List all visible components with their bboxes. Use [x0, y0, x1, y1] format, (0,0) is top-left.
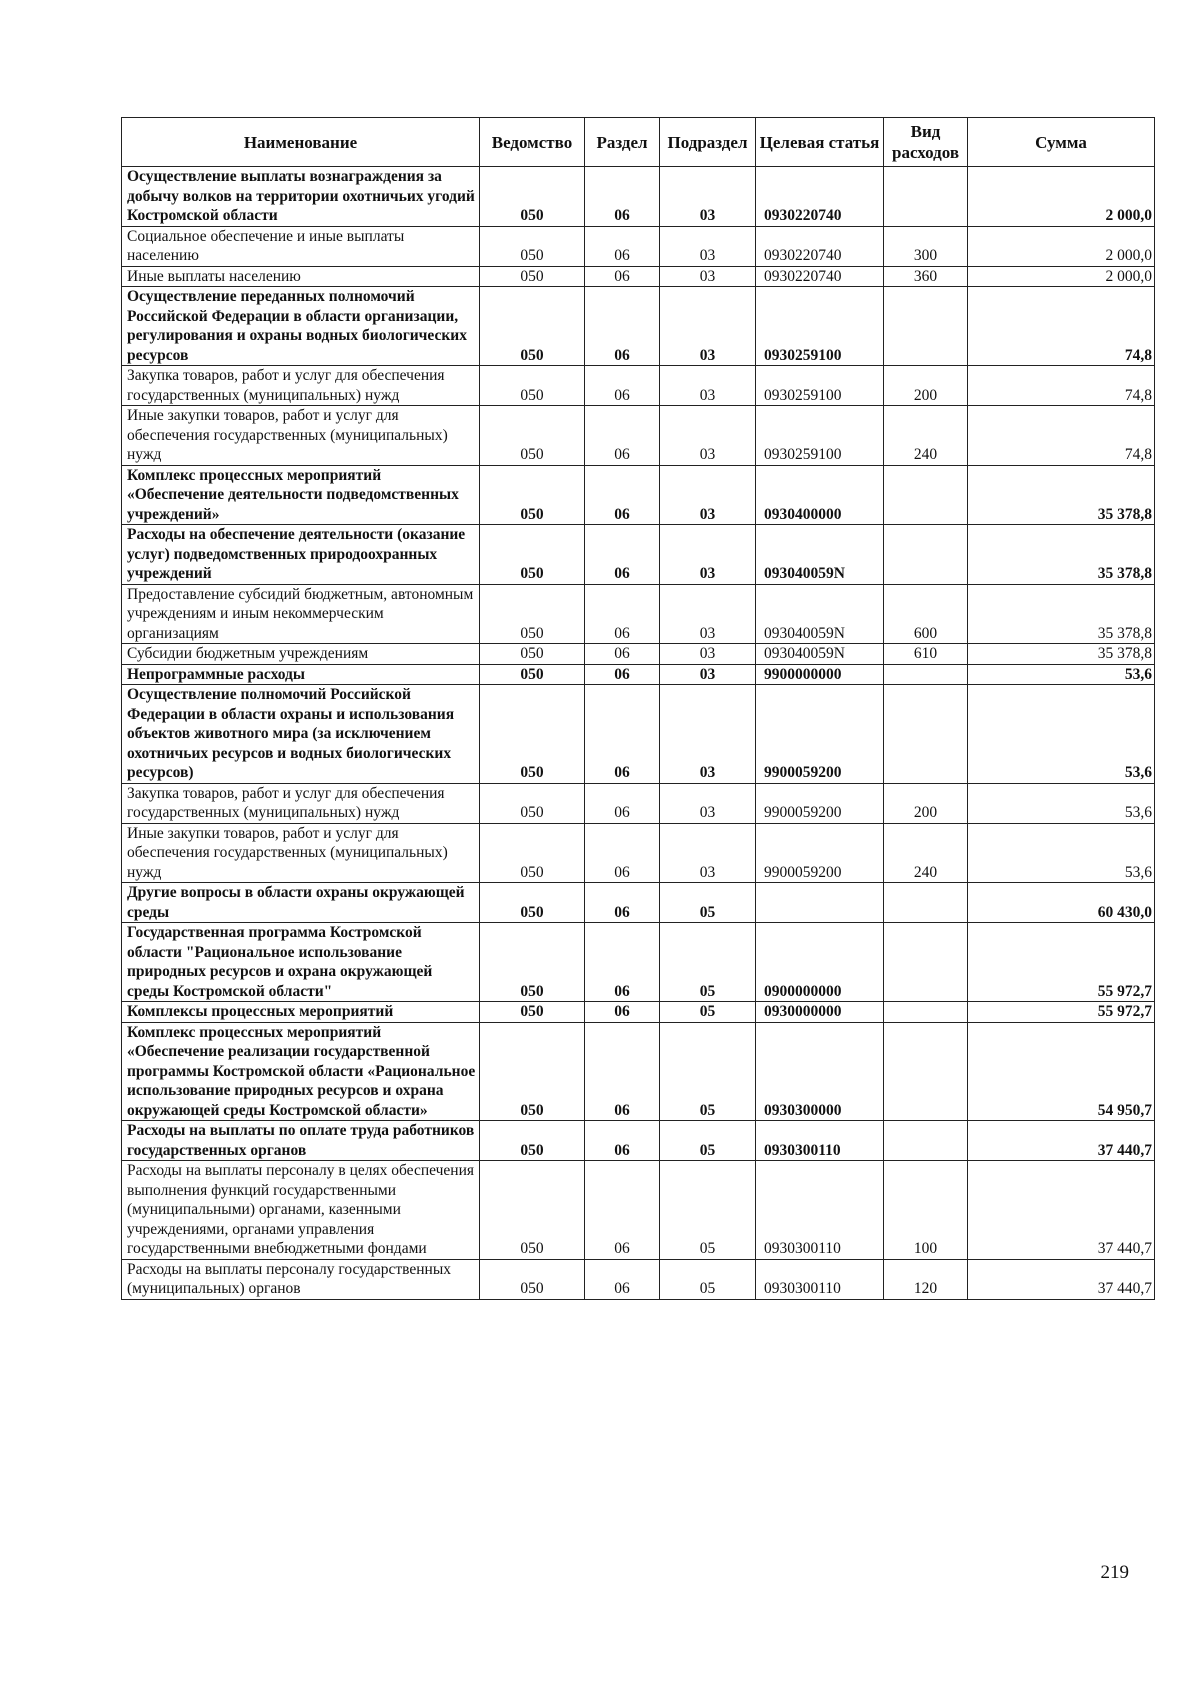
row-expense-type-cell: [884, 287, 968, 366]
row-subsection-cell: 03: [660, 226, 756, 266]
row-section-cell: 06: [585, 1121, 660, 1161]
row-amount-cell: 74,8: [968, 406, 1155, 466]
row-department-cell: 050: [480, 1121, 585, 1161]
table-row: [122, 783, 1155, 823]
row-section-cell: 06: [585, 226, 660, 266]
row-amount-cell: 37 440,7: [968, 1259, 1155, 1299]
row-name-cell: Непрограммные расходы: [122, 664, 480, 685]
row-target-item-cell: 9900059200: [756, 685, 884, 784]
row-section-cell: 06: [585, 783, 660, 823]
row-department-cell: 050: [480, 465, 585, 525]
row-target-item-cell: 0930259100: [756, 366, 884, 406]
row-expense-type-cell: [884, 525, 968, 585]
row-name-cell: Иные закупки товаров, работ и услуг для обеспечения государственных (муниципальных) нужд: [122, 406, 480, 466]
row-subsection-cell: 05: [660, 883, 756, 923]
row-expense-type-cell: [884, 167, 968, 227]
row-target-item-cell: 093040059N: [756, 584, 884, 644]
table-row: [122, 366, 1155, 406]
row-department-cell: 050: [480, 644, 585, 665]
row-amount-cell: 55 972,7: [968, 923, 1155, 1002]
row-department-cell: 050: [480, 883, 585, 923]
row-expense-type-cell: 360: [884, 266, 968, 287]
row-target-item-cell: 0930300110: [756, 1161, 884, 1260]
row-name-cell: Осуществление выплаты вознаграждения за добычу волков на территории охотничьих угодий Костромской области: [122, 167, 480, 227]
row-subsection-cell: 03: [660, 664, 756, 685]
row-department-cell: 050: [480, 923, 585, 1002]
row-amount-cell: 74,8: [968, 287, 1155, 366]
table-row: [122, 167, 1155, 227]
row-expense-type-cell: [884, 465, 968, 525]
row-subsection-cell: 05: [660, 1259, 756, 1299]
row-expense-type-cell: 610: [884, 644, 968, 665]
table-row: [122, 644, 1155, 665]
table-row: [122, 266, 1155, 287]
row-amount-cell: 60 430,0: [968, 883, 1155, 923]
row-expense-type-cell: 600: [884, 584, 968, 644]
row-subsection-cell: 03: [660, 823, 756, 883]
row-section-cell: 06: [585, 266, 660, 287]
budget-table: [121, 117, 1155, 1300]
row-department-cell: 050: [480, 685, 585, 784]
row-amount-cell: 35 378,8: [968, 525, 1155, 585]
row-department-cell: 050: [480, 406, 585, 466]
row-amount-cell: 35 378,8: [968, 584, 1155, 644]
row-name-cell: Иные закупки товаров, работ и услуг для обеспечения государственных (муниципальных) нужд: [122, 823, 480, 883]
row-section-cell: 06: [585, 1259, 660, 1299]
table-row: [122, 1121, 1155, 1161]
header-expense-type: Вид расходов: [884, 118, 968, 167]
row-target-item-cell: 0930220740: [756, 226, 884, 266]
row-name-cell: Закупка товаров, работ и услуг для обеспечения государственных (муниципальных) нужд: [122, 783, 480, 823]
row-expense-type-cell: 120: [884, 1259, 968, 1299]
table-row: [122, 465, 1155, 525]
table-row: [122, 584, 1155, 644]
row-section-cell: 06: [585, 883, 660, 923]
row-expense-type-cell: 240: [884, 823, 968, 883]
row-target-item-cell: 0930220740: [756, 167, 884, 227]
row-amount-cell: 53,6: [968, 664, 1155, 685]
row-section-cell: 06: [585, 1002, 660, 1023]
row-department-cell: 050: [480, 664, 585, 685]
row-section-cell: 06: [585, 1161, 660, 1260]
row-section-cell: 06: [585, 1022, 660, 1121]
row-department-cell: 050: [480, 1002, 585, 1023]
row-subsection-cell: 03: [660, 584, 756, 644]
row-department-cell: 050: [480, 525, 585, 585]
row-target-item-cell: 9900059200: [756, 823, 884, 883]
row-name-cell: Расходы на выплаты по оплате труда работников государственных органов: [122, 1121, 480, 1161]
row-target-item-cell: 093040059N: [756, 644, 884, 665]
row-target-item-cell: 0930300110: [756, 1259, 884, 1299]
row-name-cell: Комплекс процессных мероприятий «Обеспечение реализации государственной программы Костромской области «Рациональное использование природных ресурсов и охрана окружающей среды Костромской области»: [122, 1022, 480, 1121]
table-row: [122, 525, 1155, 585]
row-amount-cell: 53,6: [968, 823, 1155, 883]
row-subsection-cell: 03: [660, 525, 756, 585]
row-target-item-cell: 0930300110: [756, 1121, 884, 1161]
row-name-cell: Осуществление полномочий Российской Федерации в области охраны и использования объектов животного мира (за исключением охотничьих ресурсов и водных биологических ресурсов): [122, 685, 480, 784]
row-target-item-cell: 0930259100: [756, 406, 884, 466]
row-expense-type-cell: [884, 1022, 968, 1121]
row-amount-cell: 35 378,8: [968, 465, 1155, 525]
table-row: [122, 823, 1155, 883]
row-name-cell: Комплекс процессных мероприятий «Обеспечение деятельности подведомственных учреждений»: [122, 465, 480, 525]
row-name-cell: Государственная программа Костромской области "Рациональное использование природных ресурсов и охрана окружающей среды Костромской области": [122, 923, 480, 1002]
row-amount-cell: 35 378,8: [968, 644, 1155, 665]
row-target-item-cell: 0930259100: [756, 287, 884, 366]
row-department-cell: 050: [480, 226, 585, 266]
row-amount-cell: 37 440,7: [968, 1161, 1155, 1260]
row-section-cell: 06: [585, 923, 660, 1002]
table-row: [122, 406, 1155, 466]
table-row: [122, 1161, 1155, 1260]
row-name-cell: Расходы на обеспечение деятельности (оказание услуг) подведомственных природоохранных учреждений: [122, 525, 480, 585]
row-target-item-cell: 0930300000: [756, 1022, 884, 1121]
row-name-cell: Закупка товаров, работ и услуг для обеспечения государственных (муниципальных) нужд: [122, 366, 480, 406]
row-subsection-cell: 03: [660, 366, 756, 406]
row-subsection-cell: 03: [660, 167, 756, 227]
row-subsection-cell: 05: [660, 1161, 756, 1260]
row-department-cell: 050: [480, 584, 585, 644]
table-row: [122, 664, 1155, 685]
row-subsection-cell: 03: [660, 287, 756, 366]
row-section-cell: 06: [585, 664, 660, 685]
row-department-cell: 050: [480, 366, 585, 406]
row-section-cell: 06: [585, 685, 660, 784]
row-department-cell: 050: [480, 1259, 585, 1299]
row-subsection-cell: 03: [660, 644, 756, 665]
row-subsection-cell: 03: [660, 783, 756, 823]
row-subsection-cell: 03: [660, 465, 756, 525]
table-row: [122, 923, 1155, 1002]
table-row: [122, 1002, 1155, 1023]
row-target-item-cell: 093040059N: [756, 525, 884, 585]
row-amount-cell: 2 000,0: [968, 167, 1155, 227]
row-department-cell: 050: [480, 1161, 585, 1260]
header-name: Наименование: [122, 118, 480, 167]
row-subsection-cell: 03: [660, 406, 756, 466]
row-department-cell: 050: [480, 783, 585, 823]
row-department-cell: 050: [480, 167, 585, 227]
row-subsection-cell: 03: [660, 266, 756, 287]
row-name-cell: Расходы на выплаты персоналу государственных (муниципальных) органов: [122, 1259, 480, 1299]
row-name-cell: Предоставление субсидий бюджетным, автономным учреждениям и иным некоммерческим организациям: [122, 584, 480, 644]
row-amount-cell: 53,6: [968, 685, 1155, 784]
row-name-cell: Социальное обеспечение и иные выплаты населению: [122, 226, 480, 266]
row-department-cell: 050: [480, 287, 585, 366]
row-name-cell: Осуществление переданных полномочий Российской Федерации в области организации, регулирования и охраны водных биологических ресурсов: [122, 287, 480, 366]
row-section-cell: 06: [585, 823, 660, 883]
row-name-cell: Субсидии бюджетным учреждениям: [122, 644, 480, 665]
table-row: [122, 287, 1155, 366]
row-section-cell: 06: [585, 167, 660, 227]
row-expense-type-cell: [884, 1121, 968, 1161]
row-expense-type-cell: [884, 664, 968, 685]
row-expense-type-cell: [884, 1002, 968, 1023]
row-target-item-cell: 0930220740: [756, 266, 884, 287]
page-number: 219: [1100, 1562, 1129, 1583]
row-target-item-cell: 9900000000: [756, 664, 884, 685]
row-target-item-cell: 0930400000: [756, 465, 884, 525]
row-expense-type-cell: 200: [884, 783, 968, 823]
row-amount-cell: 55 972,7: [968, 1002, 1155, 1023]
row-department-cell: 050: [480, 1022, 585, 1121]
row-department-cell: 050: [480, 266, 585, 287]
table-row: [122, 1022, 1155, 1121]
row-section-cell: 06: [585, 406, 660, 466]
row-subsection-cell: 05: [660, 1022, 756, 1121]
table-row: [122, 883, 1155, 923]
row-department-cell: 050: [480, 823, 585, 883]
row-target-item-cell: 0900000000: [756, 923, 884, 1002]
row-amount-cell: 54 950,7: [968, 1022, 1155, 1121]
row-target-item-cell: [756, 883, 884, 923]
row-expense-type-cell: 300: [884, 226, 968, 266]
row-amount-cell: 37 440,7: [968, 1121, 1155, 1161]
row-name-cell: Иные выплаты населению: [122, 266, 480, 287]
row-expense-type-cell: [884, 883, 968, 923]
row-section-cell: 06: [585, 644, 660, 665]
row-amount-cell: 74,8: [968, 366, 1155, 406]
row-expense-type-cell: [884, 685, 968, 784]
row-expense-type-cell: 100: [884, 1161, 968, 1260]
table-row: [122, 685, 1155, 784]
header-subsection: Подраздел: [660, 118, 756, 167]
row-expense-type-cell: [884, 923, 968, 1002]
row-name-cell: Другие вопросы в области охраны окружающей среды: [122, 883, 480, 923]
row-target-item-cell: 9900059200: [756, 783, 884, 823]
row-section-cell: 06: [585, 465, 660, 525]
header-target-item: Целевая статья: [756, 118, 884, 167]
table-header-row: [122, 118, 1155, 167]
row-section-cell: 06: [585, 366, 660, 406]
table-row: [122, 226, 1155, 266]
row-name-cell: Расходы на выплаты персоналу в целях обеспечения выполнения функций государственными (муниципальными) органами, казенными учреждениями, органами управления государственными внебюджетными фондами: [122, 1161, 480, 1260]
table-row: [122, 1259, 1155, 1299]
header-amount: Сумма: [968, 118, 1155, 167]
row-target-item-cell: 0930000000: [756, 1002, 884, 1023]
table-body: [122, 167, 1155, 1300]
row-amount-cell: 2 000,0: [968, 226, 1155, 266]
row-name-cell: Комплексы процессных мероприятий: [122, 1002, 480, 1023]
row-amount-cell: 2 000,0: [968, 266, 1155, 287]
row-section-cell: 06: [585, 287, 660, 366]
row-subsection-cell: 05: [660, 1002, 756, 1023]
row-subsection-cell: 05: [660, 1121, 756, 1161]
row-amount-cell: 53,6: [968, 783, 1155, 823]
header-section: Раздел: [585, 118, 660, 167]
header-department: Ведомство: [480, 118, 585, 167]
row-expense-type-cell: 240: [884, 406, 968, 466]
row-section-cell: 06: [585, 584, 660, 644]
row-subsection-cell: 05: [660, 923, 756, 1002]
row-expense-type-cell: 200: [884, 366, 968, 406]
row-subsection-cell: 03: [660, 685, 756, 784]
row-section-cell: 06: [585, 525, 660, 585]
